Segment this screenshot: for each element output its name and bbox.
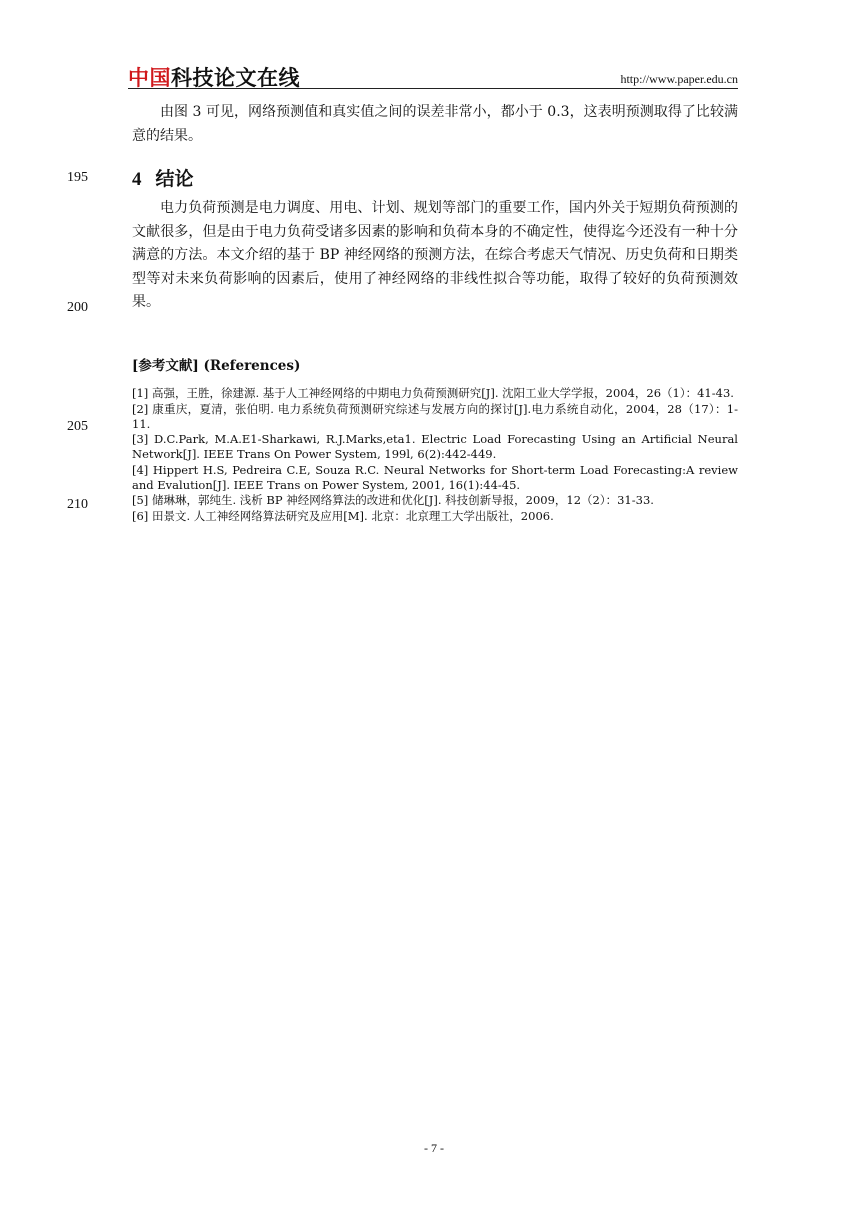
line-number-210: 210 [67,497,88,512]
reference-item: [1] 高强，王胜，徐建源. 基于人工神经网络的中期电力负荷预测研究[J]. 沈阳工业大学学报，2004，26（1）：41-43. [132,386,734,400]
page-header [128,60,738,89]
conclusion-text: 电力负荷预测是电力调度、用电、计划、规划等部门的重要工作，国内外关于短期负荷预测的文献很多，但是由于电力负荷受诸多因素的影响和负荷本身的不确定性，使得迄今还没有一种十分满意的方法。本文介绍的基于 BP 神经网络的预测方法，在综合考虑天气情况、历史负荷和日期类型等对未来负荷影响的因素后，使用了神经网络的非线性拟合等功能，取得了较好的负荷预测效果。 [132,200,738,310]
references-list [132,386,738,524]
line-number-195: 195 [67,170,88,185]
conclusion-paragraph [132,197,738,315]
reference-item: [2] 康重庆，夏清，张伯明. 电力系统负荷预测研究综述与发展方向的探讨[J].电力系统自动化，2004，28（17）：1-11. [132,401,738,431]
section-number: 4 [132,169,142,190]
line-number-205: 205 [67,419,88,434]
section-heading [132,164,194,191]
reference-item: [5] 储琳琳，郭纯生. 浅析 BP 神经网络算法的改进和优化[J]. 科技创新导报，2009，12（2）：31-33. [132,493,654,507]
page-number: - 7 - [424,1141,444,1155]
header-url: http://www.paper.edu.cn [620,72,738,86]
intro-text: 由图 3 可见，网络预测值和真实值之间的误差非常小，都小于 0.3，这表明预测取得了比较满意的结果。 [132,104,738,144]
logo-black-text: 科技论文在线 [171,66,300,90]
reference-item: [6] 田景文. 人工神经网络算法研究及应用[M]. 北京：北京理工大学出版社，2006. [132,508,554,523]
reference-item: [3] D.C.Park, M.A.E1-Sharkawi, R.J.Marks,eta1. Electric Load Forecasting Using an Artificial Neural Network[J]. IEEE Trans On Power System, 199l, 6(2):442-449. [132,432,738,461]
reference-item: [4] Hippert H.S, Pedreira C.E, Souza R.C. Neural Networks for Short-term Load Forecasting:A review and Evalution[J]. IEEE Trans on Power System, 2001, 16(1):44-45. [132,462,738,492]
references-heading: [参考文献] (References) [132,358,301,374]
logo-red-text: 中国 [128,66,171,90]
line-number-200: 200 [67,300,88,315]
site-logo [128,62,300,92]
section-title: 结论 [155,168,194,190]
intro-paragraph [132,101,738,148]
